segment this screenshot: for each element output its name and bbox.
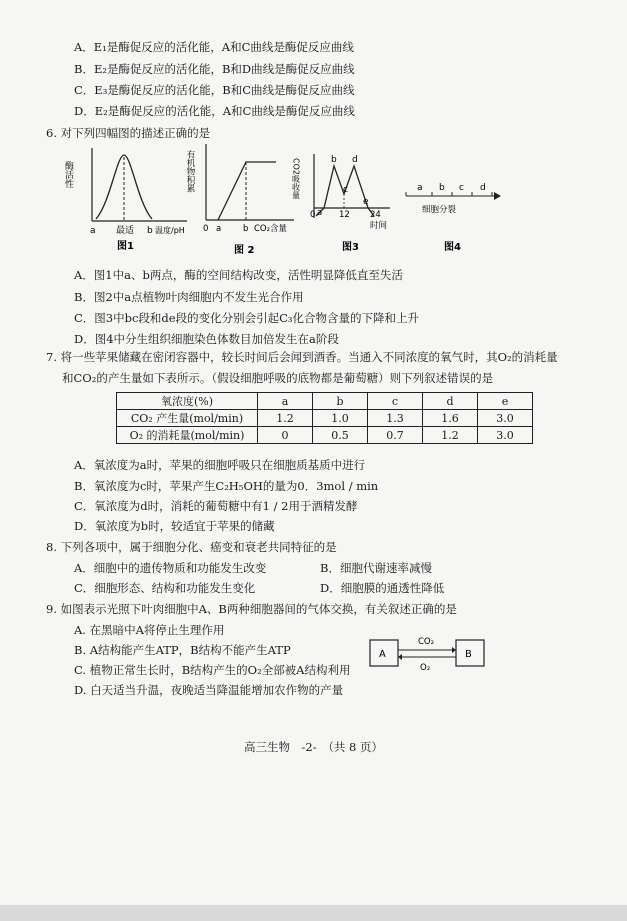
fig3-point-c: c bbox=[343, 185, 348, 195]
arrow-top-label: CO₂ bbox=[418, 637, 435, 647]
fig1-ylabel: 酶活性 bbox=[63, 161, 73, 188]
fig3-point-d: d bbox=[352, 155, 358, 165]
table-cell: 0 bbox=[258, 427, 313, 444]
q9-option-a: A. 在黑暗中A将停止生理作用 bbox=[74, 623, 225, 637]
q6-option-a: A．图1中a、b两点，酶的空间结构改变，活性明显降低直至失活 bbox=[74, 268, 403, 282]
table-cell: 0.5 bbox=[313, 427, 368, 444]
q9-option-b: B. A结构能产生ATP，B结构不能产生ATP bbox=[74, 643, 291, 657]
q9-option-d: D. 白天适当升温，夜晚适当降温能增加农作物的产量 bbox=[74, 683, 344, 697]
fig3-t24: 24 bbox=[370, 210, 381, 220]
fig3-caption: 图3 bbox=[342, 242, 359, 253]
q9-organelle-diagram bbox=[366, 630, 492, 676]
fig1-xlabel: 温度/pH bbox=[155, 226, 185, 235]
fig2-x-a: a bbox=[216, 224, 222, 234]
fig4-d: d bbox=[480, 183, 486, 193]
q8-option-a: A．细胞中的遗传物质和功能发生改变 bbox=[74, 561, 267, 575]
fig1-caption: 图1 bbox=[117, 241, 134, 252]
q9-option-c: C. 植物正常生长时，B结构产生的O₂全部被A结构利用 bbox=[74, 663, 351, 677]
fig4-caption: 图4 bbox=[444, 242, 461, 253]
fig2-caption: 图 2 bbox=[234, 245, 255, 256]
table-cell: c bbox=[368, 393, 423, 410]
table-cell: CO₂ 产生量(mol/min) bbox=[117, 410, 258, 427]
q9-stem: 9. 如图表示光照下叶肉细胞中A、B两种细胞器间的气体交换，有关叙述正确的是 bbox=[46, 602, 457, 616]
organelle-b-label: B bbox=[465, 649, 472, 660]
q6-figure-4 bbox=[402, 178, 502, 258]
table-cell: 1.6 bbox=[423, 410, 478, 427]
q5-option-d: D．E₂是酶促反应的活化能，A和C曲线是酶促反应曲线 bbox=[74, 104, 355, 118]
table-header-row bbox=[117, 393, 533, 410]
fig4-c: c bbox=[459, 183, 464, 193]
table-cell: 氧浓度(%) bbox=[117, 393, 258, 410]
q6-figure-2 bbox=[186, 140, 301, 260]
q7-stem-line1: 7. 将一些苹果储藏在密闭容器中，较长时间后会闻到酒香。当通入不同浓度的氧气时，其O₂的消耗量 bbox=[46, 350, 558, 364]
fig4-b: b bbox=[439, 183, 445, 193]
q7-option-d: D．氧浓度为b时，较适宜于苹果的储藏 bbox=[74, 519, 275, 533]
fig1-x-b: b bbox=[147, 226, 153, 236]
q5-option-a: A．E₁是酶促反应的活化能，A和C曲线是酶促反应曲线 bbox=[74, 40, 354, 54]
q6-option-c: C．图3中bc段和de段的变化分别会引起C₃化合物含量的下降和上升 bbox=[74, 311, 419, 325]
q8-option-c: C．细胞形态、结构和功能发生变化 bbox=[74, 581, 256, 595]
q8-stem: 8. 下列各项中，属于细胞分化、癌变和衰老共同特征的是 bbox=[46, 540, 337, 554]
q7-option-b: B．氧浓度为c时，苹果产生C₂H₅OH的量为0．3mol / min bbox=[74, 479, 379, 493]
table-row bbox=[117, 427, 533, 444]
page-footer: 高三生物 -2- （共 8 页） bbox=[244, 740, 383, 754]
fig3-xlabel: 时间 bbox=[370, 221, 388, 231]
q6-option-d: D．图4中分生组织细胞染色体数目加倍发生在a阶段 bbox=[74, 332, 339, 346]
q5-option-b: B．E₂是酶促反应的活化能，B和D曲线是酶促反应曲线 bbox=[74, 62, 355, 76]
fig4-label: 细胞分裂 bbox=[422, 205, 457, 215]
q7-stem-line2: 和CO₂的产生量如下表所示。（假设细胞呼吸的底物都是葡萄糖）则下列叙述错误的是 bbox=[62, 371, 494, 385]
fig2-ylabel: 有机物积累 bbox=[185, 150, 195, 193]
q7-option-a: A．氧浓度为a时，苹果的细胞呼吸只在细胞质基质中进行 bbox=[74, 458, 366, 472]
fig3-point-e: e bbox=[363, 197, 369, 207]
table-cell: 1.2 bbox=[423, 427, 478, 444]
fig1-x-a: a bbox=[90, 226, 96, 236]
table-cell: O₂ 的消耗量(mol/min) bbox=[117, 427, 258, 444]
q8-option-d: D．细胞膜的通透性降低 bbox=[320, 581, 445, 595]
organelle-a-label: A bbox=[379, 649, 386, 660]
q5-option-c: C．E₃是酶促反应的活化能，B和C曲线是酶促反应曲线 bbox=[74, 83, 355, 97]
table-cell: d bbox=[423, 393, 478, 410]
fig3-t0: 0 bbox=[310, 210, 316, 220]
fig3-ylabel: CO2吸收量 bbox=[291, 158, 301, 199]
q6-figure-1 bbox=[62, 143, 197, 253]
table-row bbox=[117, 410, 533, 427]
fig1-x-opt: 最适 bbox=[116, 226, 135, 236]
q8-option-b: B．细胞代谢速率减慢 bbox=[320, 561, 432, 575]
table-cell: e bbox=[478, 393, 533, 410]
table-cell: a bbox=[258, 393, 313, 410]
arrow-bottom-label: O₂ bbox=[420, 663, 431, 673]
q7-data-table bbox=[116, 392, 533, 444]
table-cell: 1.2 bbox=[258, 410, 313, 427]
table-cell: 0.7 bbox=[368, 427, 423, 444]
fig2-x0: 0 bbox=[203, 224, 209, 234]
fig3-t12: 12 bbox=[339, 210, 350, 220]
fig2-xlabel: CO₂含量 bbox=[254, 224, 288, 234]
fig3-point-a: a bbox=[317, 208, 323, 218]
q6-stem: 6. 对下列四幅图的描述正确的是 bbox=[46, 126, 211, 140]
table-cell: 3.0 bbox=[478, 427, 533, 444]
table-cell: b bbox=[313, 393, 368, 410]
fig4-a: a bbox=[417, 183, 423, 193]
q7-option-c: C．氧浓度为d时，消耗的葡萄糖中有1 / 2用于酒精发酵 bbox=[74, 499, 358, 513]
table-cell: 1.0 bbox=[313, 410, 368, 427]
table-cell: 1.3 bbox=[368, 410, 423, 427]
scan-bottom-edge bbox=[0, 905, 627, 921]
fig3-point-b: b bbox=[331, 155, 337, 165]
q6-figure-3 bbox=[291, 148, 394, 258]
fig2-x-b: b bbox=[243, 224, 249, 234]
q6-option-b: B．图2中a点植物叶肉细胞内不发生光合作用 bbox=[74, 290, 304, 304]
table-cell: 3.0 bbox=[478, 410, 533, 427]
